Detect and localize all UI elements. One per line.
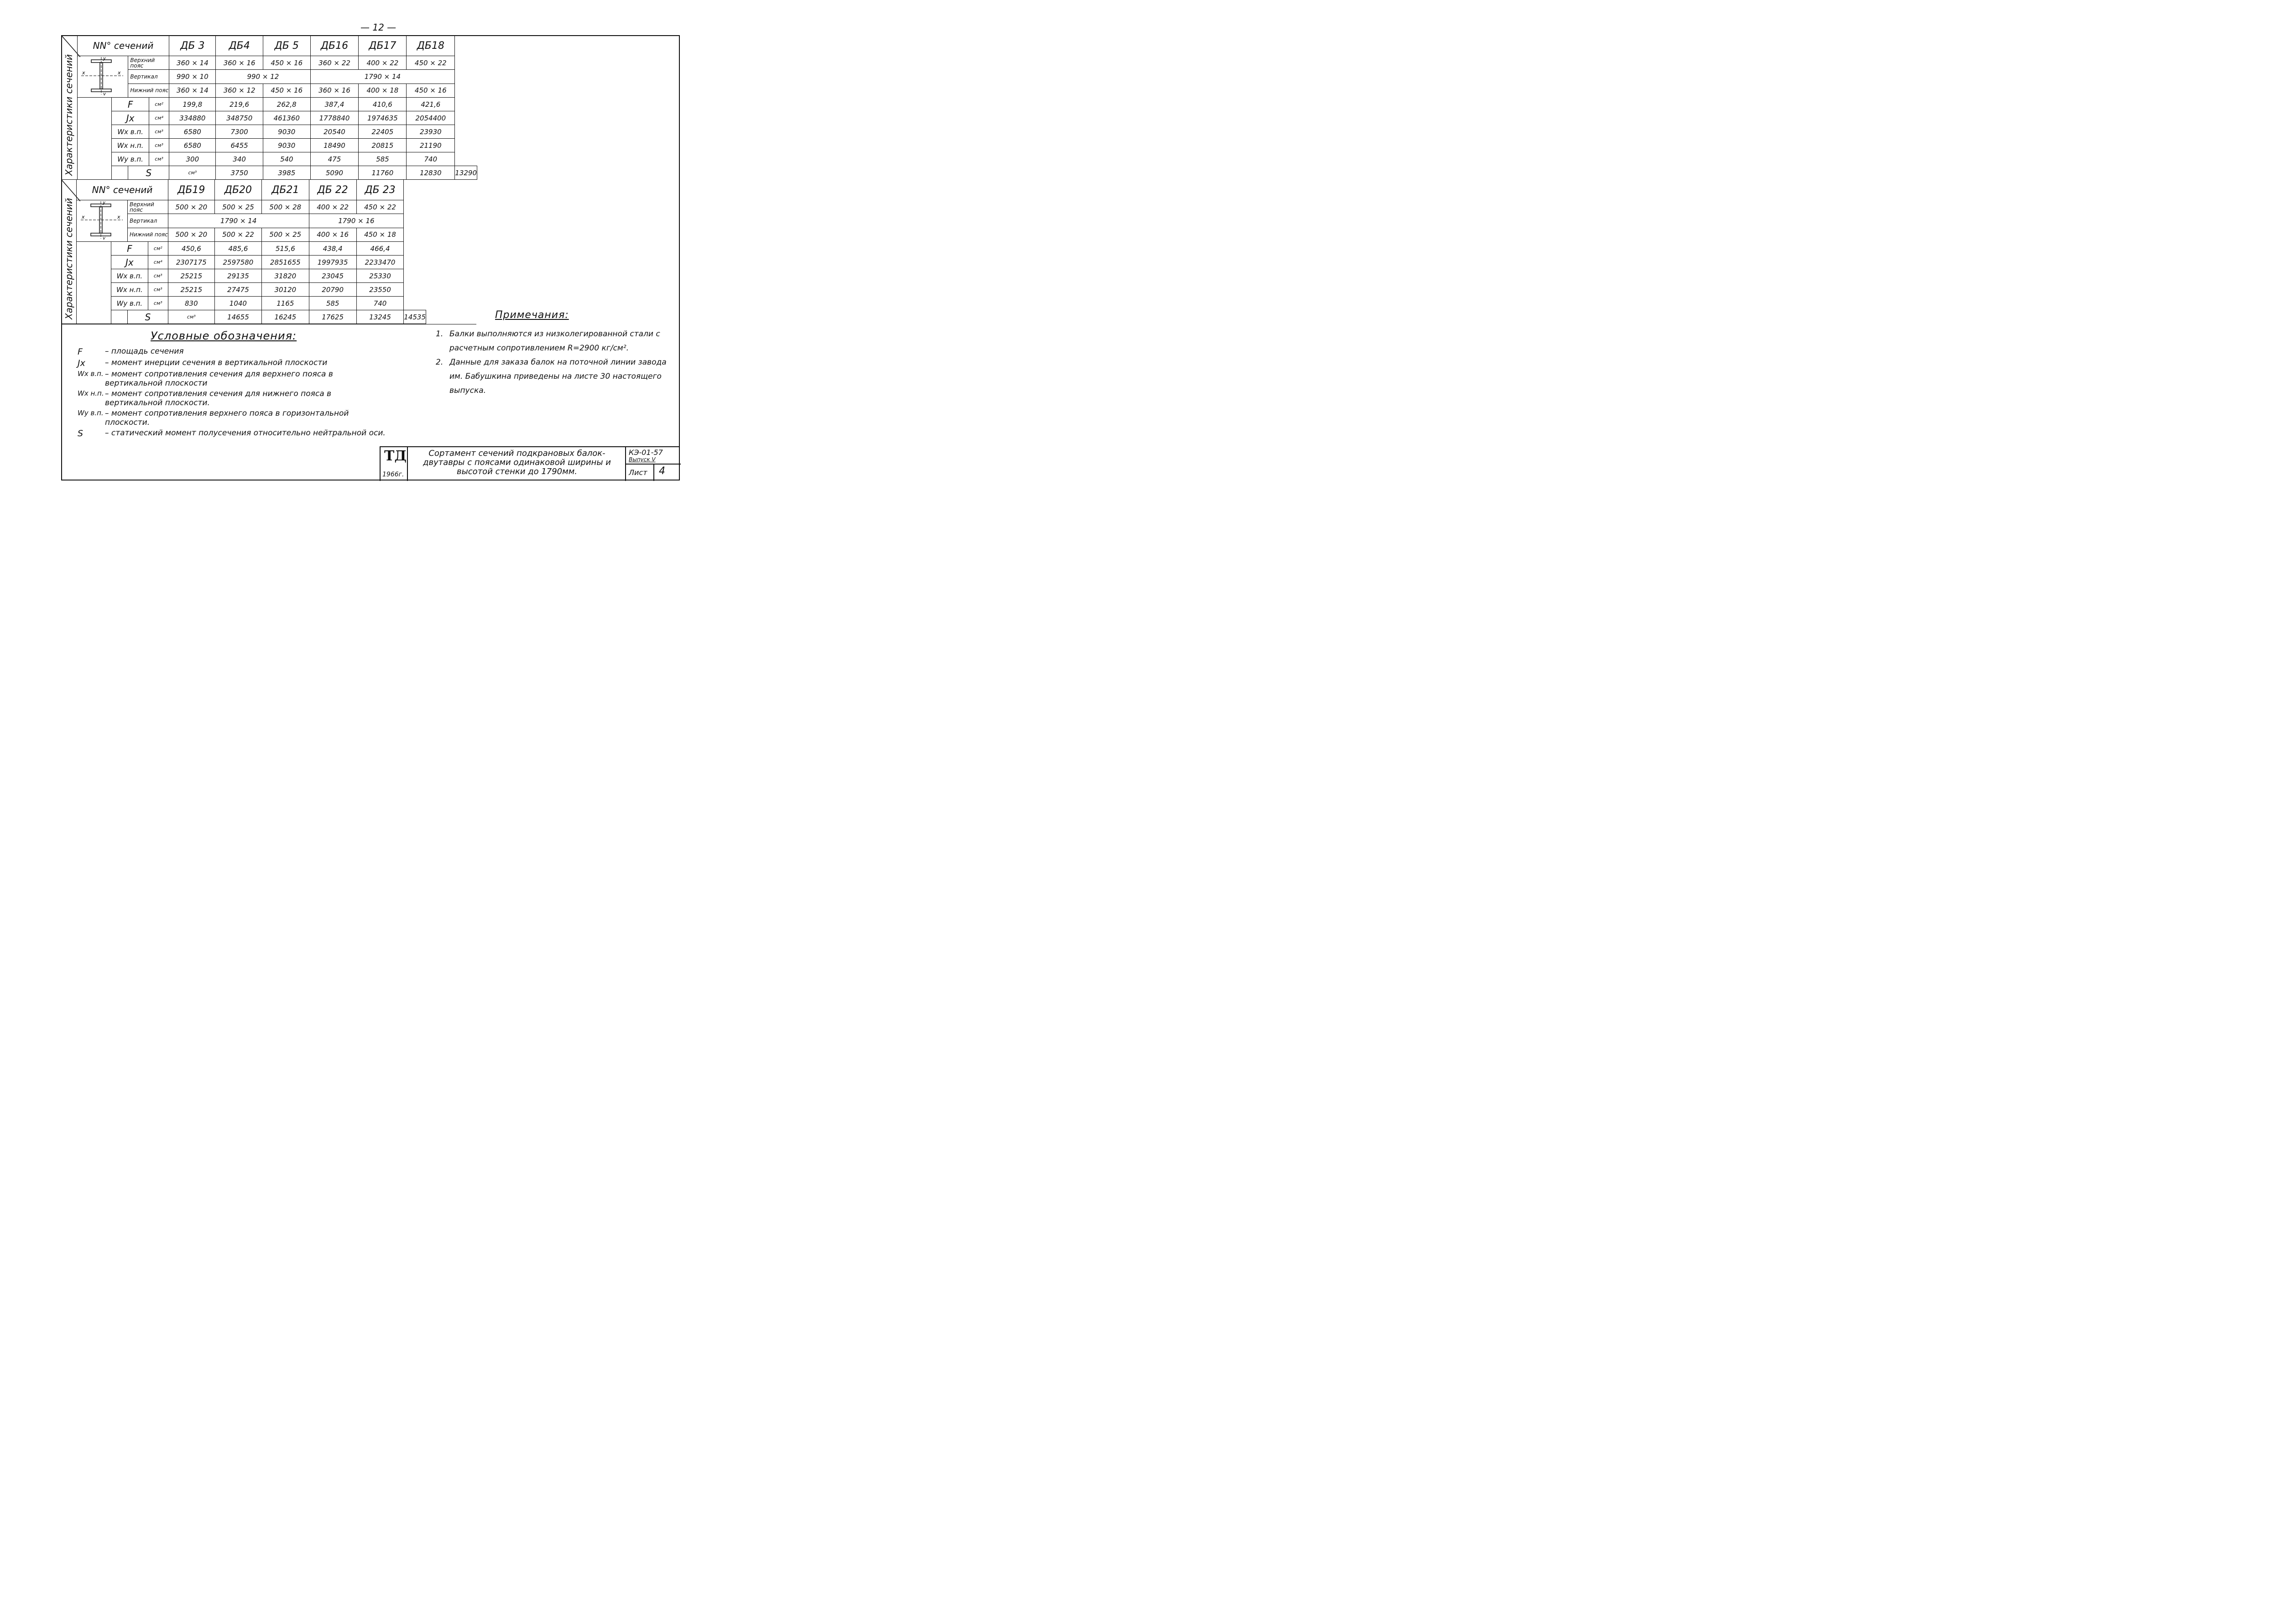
- legend-item: [78, 428, 388, 439]
- i-beam-figure: [77, 56, 128, 98]
- legend-text: – момент сопротивления верхнего пояса в горизонтальной плоскости.: [105, 409, 349, 427]
- cell: 400 × 18: [359, 84, 407, 97]
- cell: 450 × 16: [263, 56, 310, 70]
- cell: 515,6: [262, 242, 309, 256]
- cell: 25330: [356, 269, 404, 283]
- web-label: Вертикал: [128, 70, 169, 84]
- top-flange-label: Верхний пояс: [127, 200, 168, 214]
- cell: 23930: [407, 125, 455, 139]
- note-text: Данные для заказа балок на поточной линии завода им. Бабушкина приведены на листе 30 настоящего выпуска.: [449, 358, 667, 395]
- cell: 219,6: [216, 98, 263, 111]
- row-unit: см³: [148, 269, 168, 283]
- cell: 6455: [216, 139, 263, 152]
- cell: 9030: [263, 139, 310, 152]
- td-logo: [381, 447, 408, 481]
- sheet-number: 4: [659, 465, 665, 477]
- cell: 387,4: [310, 98, 359, 111]
- cell: 11760: [359, 166, 407, 180]
- legend-text: – статический момент полусечения относительно нейтральной оси.: [105, 428, 386, 438]
- drawing-code: КЭ-01-57: [629, 448, 663, 457]
- corner-diagonal: [61, 35, 80, 57]
- legend-symbol: Wx н.п.: [78, 389, 104, 397]
- cell: 2851655: [262, 256, 309, 269]
- col-header: ДБ 3: [169, 36, 216, 56]
- page-number: — 12 —: [360, 22, 397, 33]
- legend-symbol: S: [78, 428, 83, 439]
- cell: 450 × 16: [407, 84, 455, 97]
- cell: 23045: [309, 269, 356, 283]
- legend-text: – момент сопротивления сечения для верхнего пояса в вертикальной плоскости: [105, 370, 333, 388]
- legend-text: – момент инерции сечения в вертикальной плоскости: [105, 358, 328, 367]
- cell: 20815: [359, 139, 407, 152]
- cell: 740: [356, 297, 404, 310]
- cell: 5090: [310, 166, 359, 180]
- cell: 500 × 20: [168, 228, 214, 241]
- cell: 360 × 16: [310, 84, 359, 97]
- row-symbol: Wx н.п.: [111, 283, 148, 297]
- svg-text:y: y: [102, 200, 105, 205]
- cell: 17625: [309, 310, 356, 324]
- notes: [436, 309, 673, 398]
- cell: 360 × 12: [216, 84, 263, 97]
- svg-text:x: x: [117, 70, 121, 76]
- cell: 348750: [216, 111, 263, 125]
- row-unit: см²: [148, 242, 168, 256]
- row-symbol: Jx: [111, 256, 148, 269]
- row-unit: см²: [149, 98, 169, 111]
- cell: 450,6: [168, 242, 214, 256]
- cell: 1040: [214, 297, 261, 310]
- cell: 13245: [356, 310, 404, 324]
- cell: 360 × 16: [216, 56, 263, 70]
- note-number: 2.: [436, 358, 443, 367]
- i-beam-icon: [77, 200, 127, 240]
- row-unit: см³: [149, 125, 169, 139]
- legend-text: – момент сопротивления сечения для нижнего пояса в вертикальной плоскости.: [105, 389, 332, 407]
- corner-diagonal: [61, 179, 80, 201]
- cell: 360 × 22: [310, 56, 359, 70]
- row-symbol: S: [128, 166, 169, 180]
- cell: 500 × 20: [168, 200, 214, 214]
- cell: 25215: [168, 269, 214, 283]
- cell: 27475: [214, 283, 261, 297]
- svg-text:y: y: [103, 92, 106, 95]
- sheet-label: Лист: [629, 468, 647, 477]
- sections-table-2: [61, 179, 426, 324]
- side-label-1: Характеристики сечений: [63, 54, 74, 176]
- cell: 13290: [455, 166, 477, 180]
- col-header: ДБ17: [359, 36, 407, 56]
- cell: 23550: [356, 283, 404, 297]
- cell: 450 × 22: [356, 200, 404, 214]
- cell: 500 × 28: [262, 200, 309, 214]
- cell: 1165: [262, 297, 309, 310]
- issue: Выпуск V: [629, 456, 656, 463]
- legend-item: [78, 347, 388, 357]
- cell: 1974635: [359, 111, 407, 125]
- cell: 500 × 25: [262, 228, 309, 241]
- cell: 2233470: [356, 256, 404, 269]
- row-unit: см³: [168, 310, 214, 324]
- row-symbol: F: [111, 242, 148, 256]
- cell: 450 × 16: [263, 84, 310, 97]
- legend-item: [78, 370, 388, 388]
- cell: 3985: [263, 166, 310, 180]
- note-text: Балки выполняются из низколегированной стали с расчетным сопротивлением R=2900 кг/см².: [449, 329, 660, 353]
- row-unit: см⁴: [148, 256, 168, 269]
- legend-item: [78, 358, 388, 368]
- cell: 1790 × 14: [168, 214, 309, 228]
- legend: [78, 329, 388, 439]
- legend-symbol: F: [78, 347, 83, 357]
- cell: 461360: [263, 111, 310, 125]
- cell: 20790: [309, 283, 356, 297]
- legend-symbol: Jx: [78, 358, 85, 368]
- cell: 18490: [310, 139, 359, 152]
- cell: 990 × 12: [216, 70, 310, 84]
- cell: 6580: [169, 139, 216, 152]
- row-symbol: Wy в.п.: [112, 152, 149, 166]
- i-beam-figure: [77, 200, 128, 242]
- row-symbol: Wx н.п.: [112, 139, 149, 152]
- col-header: ДБ 23: [356, 180, 404, 200]
- cell: 262,8: [263, 98, 310, 111]
- cell: 199,8: [169, 98, 216, 111]
- cell: 421,6: [407, 98, 455, 111]
- sections-label: NN° сечений: [77, 180, 168, 200]
- note-number: 1.: [436, 329, 443, 339]
- cell: 485,6: [214, 242, 261, 256]
- cell: 500 × 22: [214, 228, 261, 241]
- logo-text: ТД: [384, 448, 407, 464]
- cell: 360 × 14: [169, 84, 216, 97]
- row-symbol: Wx в.п.: [111, 269, 148, 283]
- cell: 585: [359, 152, 407, 166]
- legend-symbol: Wx в.п.: [78, 370, 104, 378]
- row-symbol: Jx: [112, 111, 149, 125]
- cell: 1997935: [309, 256, 356, 269]
- cell: 410,6: [359, 98, 407, 111]
- svg-text:x: x: [81, 214, 85, 220]
- cell: 740: [407, 152, 455, 166]
- cell: 450 × 22: [407, 56, 455, 70]
- side-label-2: Характеристики сечений: [63, 198, 74, 320]
- cell: 2597580: [214, 256, 261, 269]
- cell: 466,4: [356, 242, 404, 256]
- note-item: [436, 327, 673, 355]
- row-unit: см³: [149, 139, 169, 152]
- bottom-flange-label: Нижний пояс: [128, 84, 169, 97]
- cell: 1778840: [310, 111, 359, 125]
- svg-text:y: y: [102, 236, 105, 240]
- top-flange-label: Верхний пояс: [128, 56, 169, 70]
- legend-item: [78, 389, 388, 407]
- cell: 400 × 16: [309, 228, 356, 241]
- cell: 7300: [216, 125, 263, 139]
- cell: 25215: [168, 283, 214, 297]
- row-unit: см³: [148, 297, 168, 310]
- col-header: ДБ 5: [263, 36, 310, 56]
- legend-title: Условные обозначения:: [151, 329, 297, 342]
- row-symbol: F: [112, 98, 149, 111]
- cell: 31820: [262, 269, 309, 283]
- drawing-title: Сортамент сечений подкрановых балок-двутавры с поясами одинаковой ширины и высотой стенки до 1790мм.: [423, 449, 611, 476]
- bottom-flange-label: Нижний пояс: [127, 228, 168, 241]
- divider: [653, 464, 654, 481]
- cell: 1790 × 14: [310, 70, 455, 84]
- cell: 29135: [214, 269, 261, 283]
- cell: 12830: [407, 166, 455, 180]
- sections-table-1: [61, 35, 477, 180]
- legend-text: – площадь сечения: [105, 347, 184, 356]
- row-symbol: S: [127, 310, 168, 324]
- row-unit: см⁴: [149, 111, 169, 125]
- cell: 9030: [263, 125, 310, 139]
- cell: 438,4: [309, 242, 356, 256]
- cell: 14535: [404, 310, 426, 324]
- cell: 300: [169, 152, 216, 166]
- i-beam-icon: [78, 56, 128, 95]
- cell: 1790 × 16: [309, 214, 404, 228]
- col-header: ДБ4: [216, 36, 263, 56]
- cell: 2307175: [168, 256, 214, 269]
- svg-text:x: x: [82, 70, 85, 76]
- cell: 585: [309, 297, 356, 310]
- cell: 830: [168, 297, 214, 310]
- col-header: ДБ16: [310, 36, 359, 56]
- cell: 475: [310, 152, 359, 166]
- col-header: ДБ21: [262, 180, 309, 200]
- cell: 16245: [262, 310, 309, 324]
- cell: 340: [216, 152, 263, 166]
- cell: 360 × 14: [169, 56, 216, 70]
- row-unit: см³: [169, 166, 216, 180]
- cell: 990 × 10: [169, 70, 216, 84]
- web-label: Вертикал: [127, 214, 168, 228]
- cell: 21190: [407, 139, 455, 152]
- cell: 6580: [169, 125, 216, 139]
- col-header: ДБ18: [407, 36, 455, 56]
- cell: 450 × 18: [356, 228, 404, 241]
- sections-label: NN° сечений: [77, 36, 169, 56]
- cell: 22405: [359, 125, 407, 139]
- svg-text:x: x: [117, 214, 120, 220]
- code-block: [625, 447, 681, 481]
- cell: 334880: [169, 111, 216, 125]
- note-item: [436, 355, 673, 398]
- cell: 3750: [216, 166, 263, 180]
- cell: 30120: [262, 283, 309, 297]
- col-header: ДБ 22: [309, 180, 356, 200]
- row-unit: см³: [149, 152, 169, 166]
- year: 1966г.: [382, 471, 404, 478]
- cell: 2054400: [407, 111, 455, 125]
- legend-item: [78, 409, 388, 427]
- row-unit: см³: [148, 283, 168, 297]
- cell: 500 × 25: [214, 200, 261, 214]
- svg-text:y: y: [103, 56, 106, 61]
- cell: 20540: [310, 125, 359, 139]
- row-symbol: Wx в.п.: [112, 125, 149, 139]
- title-block: [380, 446, 680, 481]
- notes-title: Примечания:: [495, 309, 569, 321]
- row-symbol: Wy в.п.: [111, 297, 148, 310]
- col-header: ДБ19: [168, 180, 214, 200]
- cell: 14655: [214, 310, 261, 324]
- cell: 400 × 22: [309, 200, 356, 214]
- cell: 400 × 22: [359, 56, 407, 70]
- col-header: ДБ20: [214, 180, 261, 200]
- cell: 540: [263, 152, 310, 166]
- legend-symbol: Wy в.п.: [78, 409, 104, 417]
